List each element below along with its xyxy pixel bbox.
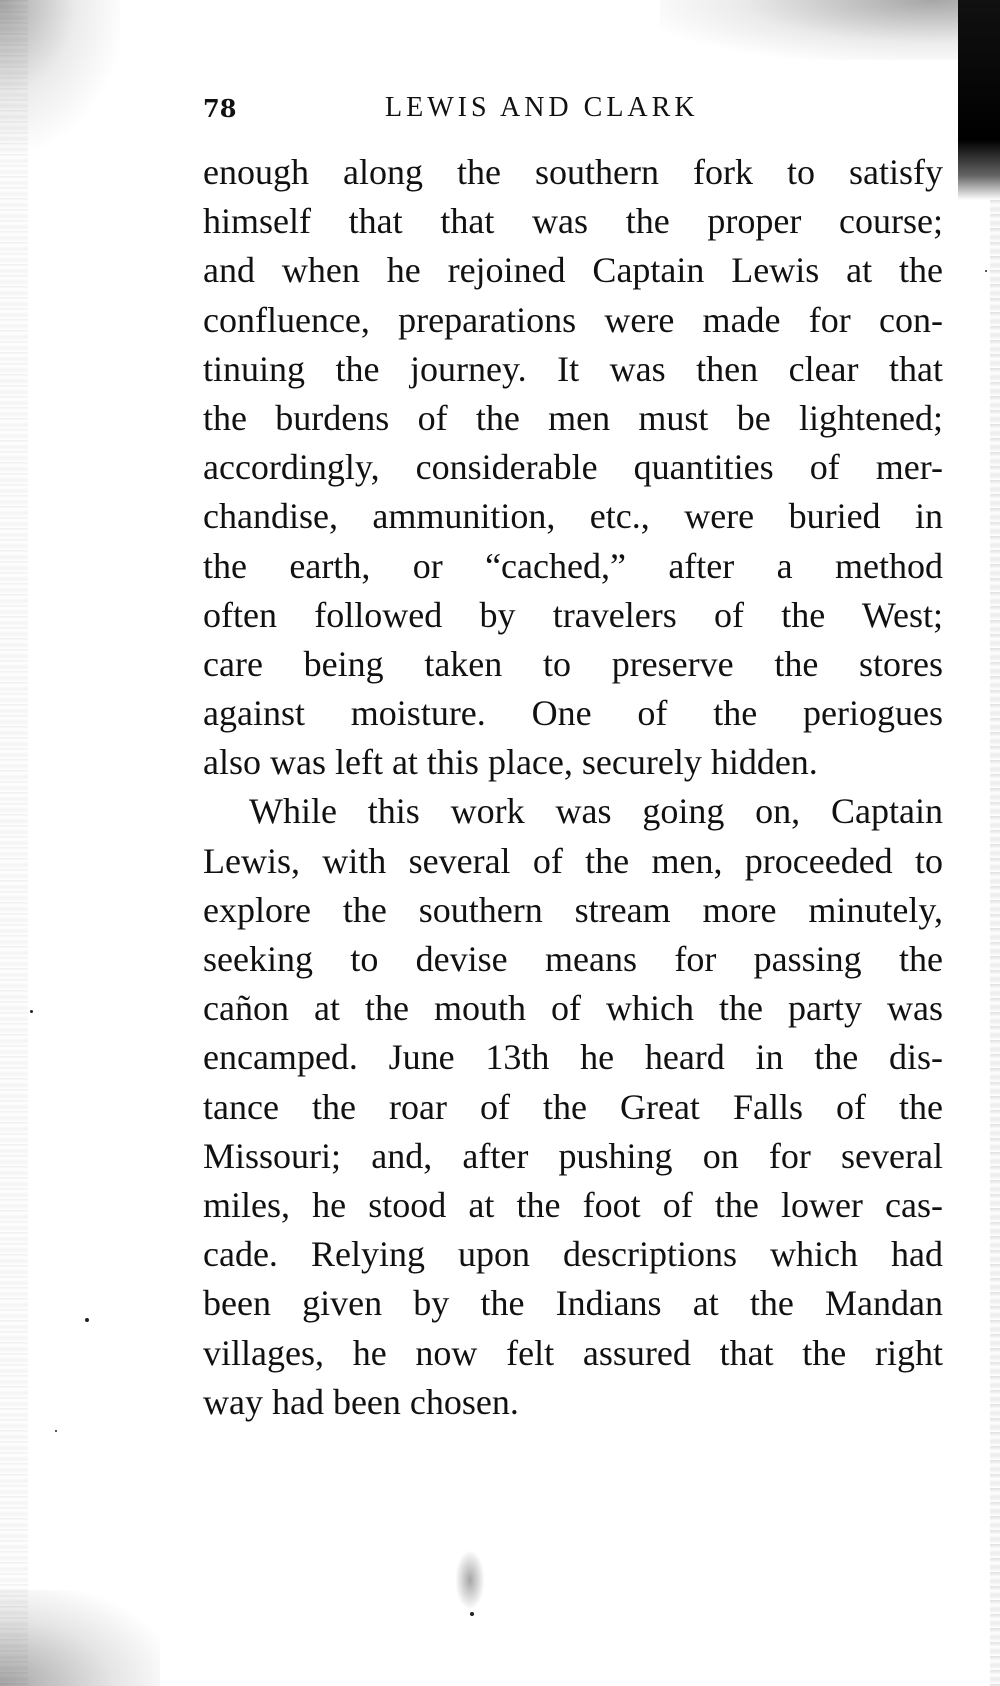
text-line: villages, he now felt assured that the right xyxy=(203,1332,943,1373)
text-line: encamped. June 13th he heard in the dis- xyxy=(203,1037,943,1078)
text-line: confluence, preparations were made for con- xyxy=(203,299,943,340)
ink-speck xyxy=(85,1318,89,1322)
text-line: often followed by travelers of the West; xyxy=(203,594,943,635)
ink-speck xyxy=(985,270,987,272)
text-line: cade. Relying upon descriptions which had xyxy=(203,1234,943,1275)
text-line: While this work was going on, Captain xyxy=(249,791,943,832)
text-line: the burdens of the men must be lightened; xyxy=(203,397,943,438)
text-line: against moisture. One of the periogues xyxy=(203,693,943,734)
running-head xyxy=(203,90,948,130)
text-line: care being taken to preserve the stores xyxy=(203,643,943,684)
text-line: tance the roar of the Great Falls of the xyxy=(203,1086,943,1127)
ink-smudge xyxy=(455,1550,485,1610)
running-title: LEWIS AND CLARK xyxy=(385,92,699,123)
text-line: also was left at this place, securely hidden. xyxy=(203,742,818,783)
text-line: accordingly, considerable quantities of mer- xyxy=(203,447,943,488)
text-line: been given by the Indians at the Mandan xyxy=(203,1283,943,1324)
ink-speck xyxy=(30,1010,33,1013)
scan-shadow-bottom-left xyxy=(0,1590,160,1686)
text-line: Missouri; and, after pushing on for several xyxy=(203,1135,943,1176)
scan-shadow-top-left xyxy=(0,0,120,150)
text-line: miles, he stood at the foot of the lower cas- xyxy=(203,1184,943,1225)
body-text xyxy=(203,148,943,1427)
paragraph-1 xyxy=(203,148,943,787)
scan-edge-left xyxy=(0,0,28,1686)
text-line: chandise, ammunition, etc., were buried in xyxy=(203,496,943,537)
text-line: cañon at the mouth of which the party was xyxy=(203,988,943,1029)
scan-edge-right-dark xyxy=(958,0,1000,200)
text-line: Lewis, with several of the men, proceeded to xyxy=(203,840,943,881)
paragraph-2 xyxy=(203,787,943,1426)
page-number: 78 xyxy=(203,94,237,123)
text-line: seeking to devise means for passing the xyxy=(203,939,943,979)
text-line: explore the southern stream more minutely, xyxy=(203,889,943,930)
ink-speck xyxy=(55,1430,57,1432)
text-line: way had been chosen. xyxy=(203,1381,519,1422)
text-line: the earth, or “cached,” after a method xyxy=(203,545,943,586)
text-line: himself that that was the proper course; xyxy=(203,201,943,242)
text-line: tinuing the journey. It was then clear that xyxy=(203,348,943,389)
scan-shadow-top-right xyxy=(660,0,1000,60)
ink-speck xyxy=(470,1612,474,1616)
scan-edge-right xyxy=(990,200,1000,1686)
text-line: and when he rejoined Captain Lewis at the xyxy=(203,250,943,291)
text-line: enough along the southern fork to satisfy xyxy=(203,152,943,192)
